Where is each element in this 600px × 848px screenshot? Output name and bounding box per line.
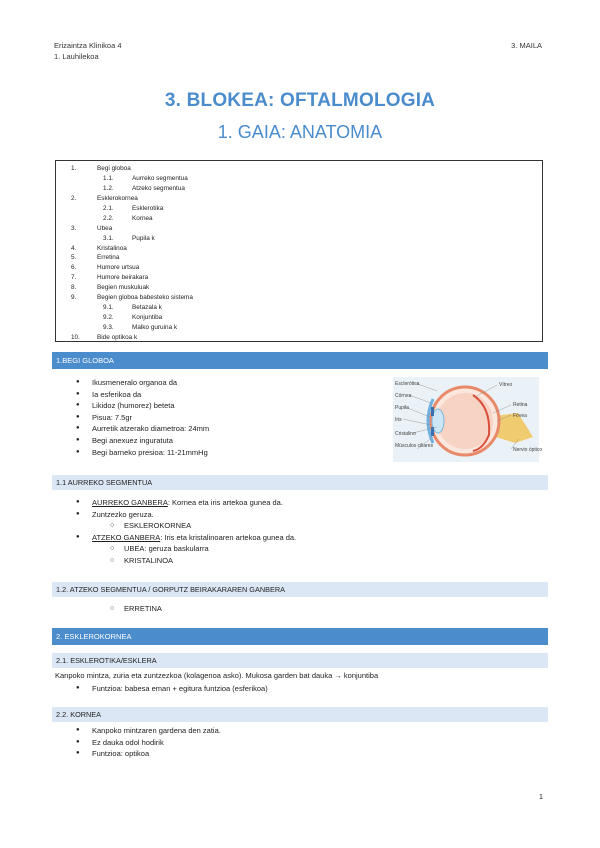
toc-item-label: Esklerotika <box>132 204 164 212</box>
list-item: ● Likidoz (humorez) beteta <box>76 400 209 412</box>
toc-item-label: Pupila k <box>132 234 155 242</box>
section-heading-aurreko-segmentua: 1.1 AURREKO SEGMENTUA <box>52 475 548 490</box>
list-item: ● Kanpoko mintzaren gardena den zatia. <box>76 725 221 737</box>
label-cornea: Córnea <box>395 393 412 399</box>
esklerotika-list <box>76 683 268 695</box>
label-fovea: Fóvea <box>513 413 527 419</box>
toc-item-label: Kristalinoa <box>97 244 127 252</box>
page-number: 1 <box>538 792 543 801</box>
eye-illustration <box>393 377 543 462</box>
definition: : Kornea eta iris artekoa gunea da. <box>167 498 283 507</box>
list-item: ● Ia esferikoa da <box>76 389 209 401</box>
toc-item[interactable] <box>56 224 542 234</box>
toc-item[interactable] <box>56 313 542 323</box>
list-item: ● Ez dauka odol hodirik <box>76 737 221 749</box>
toc-item-number: 1. <box>71 165 77 172</box>
list-item: ● Ikusmeneralo organoa da <box>76 377 209 389</box>
toc-item[interactable] <box>56 234 542 244</box>
label-pupila: Pupila <box>395 405 409 411</box>
toc-item-label: Atzeko segmentua <box>132 184 185 192</box>
toc-item-label: Konjuntiba <box>132 314 163 322</box>
table-of-contents <box>55 160 543 342</box>
toc-item[interactable] <box>56 333 542 343</box>
toc-item-number: 7. <box>71 274 77 282</box>
label-retina: Retina <box>513 402 528 408</box>
toc-item[interactable] <box>56 303 542 313</box>
toc-item-label: Begi globoa <box>97 165 131 172</box>
sub-list-item: ○ UBEA: geruza baskularra <box>76 543 296 555</box>
toc-item-label: Begien muskuluak <box>97 284 150 292</box>
toc-item-number: 9.2. <box>103 314 114 322</box>
toc-item[interactable] <box>56 204 542 214</box>
label-cristalino: Cristalino <box>395 431 416 437</box>
toc-item-number: 9. <box>71 294 77 302</box>
list-item: ● Aurretik atzerako diametroa: 24mm <box>76 423 209 435</box>
toc-item-number: 6. <box>71 264 77 272</box>
section-heading-esklerokornea: 2. ESKLEROKORNEA <box>52 628 548 645</box>
toc-item-label: Bide optikoa k <box>97 333 138 341</box>
toc-item-number: 9.3. <box>103 324 114 331</box>
toc-item[interactable] <box>56 273 542 283</box>
label-esclerotica: Esclerótica <box>395 381 420 387</box>
header-course: Erizaintza Klinikoa 4 <box>54 41 122 50</box>
toc-item-number: 1.2. <box>103 184 114 192</box>
toc-item-label: Erretina <box>97 254 120 262</box>
section-heading-kornea: 2.2. KORNEA <box>52 707 548 722</box>
toc-item-number: 2.1. <box>103 204 114 212</box>
list-item: ● Pisua: 7.5gr <box>76 412 209 424</box>
toc-item-label: Begien globoa babesteko sistema <box>97 294 193 302</box>
toc-item[interactable] <box>56 184 542 194</box>
toc-item-number: 1.1. <box>103 174 114 182</box>
sub-list-item: ○ KRISTALINOA <box>76 555 296 567</box>
section-heading-atzeko-segmentua: 1.2. ATZEKO SEGMENTUA / GORPUTZ BEIRAKARAREN GANBERA <box>52 582 548 597</box>
header-left <box>54 40 122 62</box>
label-vitreo: Vítreo <box>499 382 513 388</box>
header-level: 3. MAILA <box>511 41 542 50</box>
toc-item[interactable] <box>56 214 542 224</box>
toc-item-label: Betazala k <box>132 304 162 312</box>
list-item: ● Funtzioa: optikoa <box>76 748 221 760</box>
toc-item-number: 9.1. <box>103 304 114 312</box>
term-atzeko-ganbera: ATZEKO GANBERA <box>92 532 161 542</box>
list-item <box>76 532 296 544</box>
toc-item-number: 3. <box>71 224 77 232</box>
atzeko-segmentua-list <box>76 603 162 615</box>
toc-item[interactable] <box>56 293 542 303</box>
toc-item[interactable] <box>56 244 542 254</box>
page-subtitle: 1. GAIA: ANATOMIA <box>217 122 383 142</box>
list-item: ● Begi anexuez inguratuta <box>76 435 209 447</box>
toc-item[interactable] <box>56 263 542 273</box>
list-item: ● Zuntzezko geruza. <box>76 509 296 521</box>
kornea-list <box>76 725 221 760</box>
section-heading-esklerotika: 2.1. ESKLEROTIKA/ESKLERA <box>52 653 548 668</box>
toc-item-number: 3.1. <box>103 234 114 242</box>
page-title: 3. BLOKEA: OFTALMOLOGIA <box>164 90 436 111</box>
toc-item-label: Ubea <box>97 224 113 232</box>
toc-item[interactable] <box>56 253 542 263</box>
label-nervio: Nervio óptico <box>513 447 543 453</box>
list-item <box>76 497 296 509</box>
toc-item-label: Aurreko segmentua <box>132 174 188 182</box>
header-term: 1. Lauhilekoa <box>54 52 99 61</box>
list-item: ● Funtzioa: babesa eman + egitura funtzioa (esferikoa) <box>76 683 268 695</box>
toc-item[interactable] <box>56 174 542 184</box>
section-heading-begi-globoa: 1.BEGI GLOBOA <box>52 352 548 369</box>
toc-item-label: Humore urtsua <box>97 264 140 272</box>
toc-item-number: 2.2. <box>103 214 114 222</box>
sub-list-item: ○ ERRETINA <box>76 603 162 615</box>
toc-item-number: 10. <box>71 333 80 341</box>
toc-item-label: Humore beirakara <box>97 274 149 282</box>
sub-list-item: ○ ESKLEROKORNEA <box>76 520 296 532</box>
list-item: ● Begi barneko presioa: 11-21mmHg <box>76 447 209 459</box>
toc-item-number: 5. <box>71 254 77 262</box>
term-aurreko-ganbera: AURREKO GANBERA <box>92 498 168 507</box>
toc-item-number: 4. <box>71 244 77 252</box>
aurreko-segmentua-list <box>76 497 296 567</box>
label-musculos: Músculos ciliares <box>395 443 434 449</box>
toc-item[interactable] <box>56 283 542 293</box>
eye-anatomy-diagram <box>393 377 543 462</box>
toc-item[interactable] <box>56 194 542 204</box>
toc-item[interactable] <box>56 323 542 333</box>
toc-item-number: 8. <box>71 284 77 292</box>
toc-item-label: Kornea <box>132 214 153 222</box>
toc-item[interactable] <box>56 164 542 174</box>
definition: : Iris eta kristalinoaren artekoa gunea da. <box>160 532 297 542</box>
label-iris: Iris <box>395 417 402 423</box>
begi-globoa-list <box>76 377 209 458</box>
toc-item-number: 2. <box>71 194 77 202</box>
toc-item-label: Malko guruina k <box>132 324 178 331</box>
toc-item-label: Esklerokornea <box>97 194 138 202</box>
esklerotika-description: Kanpoko mintza, zuria eta zuntzezkoa (kolagenoa asko). Mukosa garden bat dauka → konjuntiba <box>55 671 379 680</box>
